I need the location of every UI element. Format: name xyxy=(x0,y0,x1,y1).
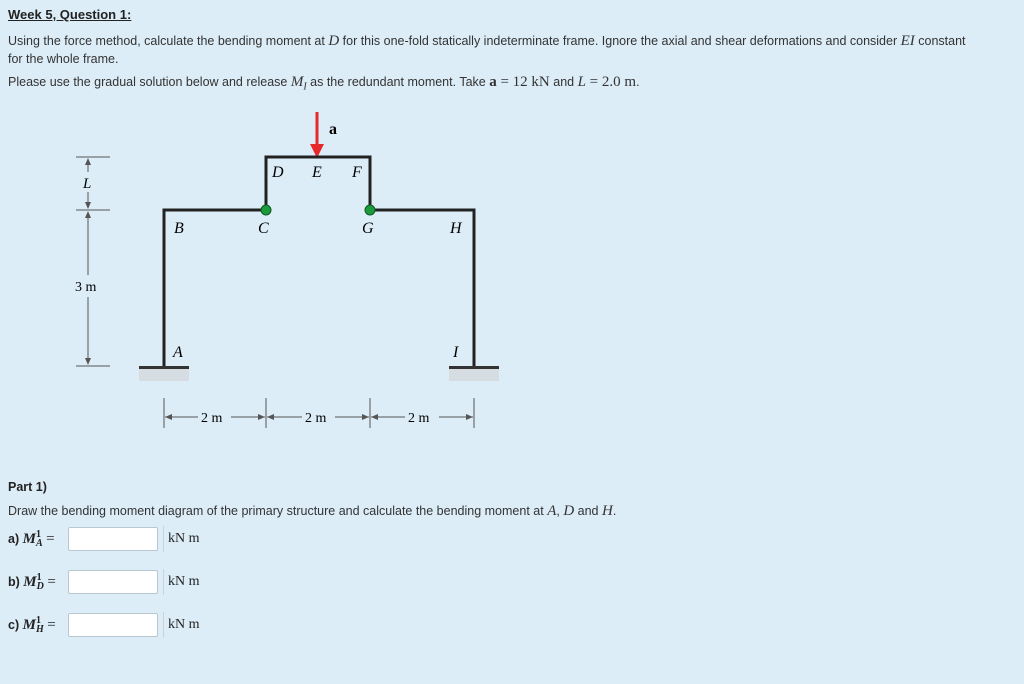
dim-arrow xyxy=(85,358,91,365)
symbol-a-node: A xyxy=(547,503,557,519)
answer-row-b xyxy=(8,569,203,595)
answer-sup: 1 xyxy=(35,529,41,540)
answer-symbol: M xyxy=(22,530,36,547)
answer-label xyxy=(8,616,68,634)
part-1-title: Part 1) xyxy=(8,480,47,494)
dim-arrow xyxy=(371,414,378,420)
answer-sup: 1 xyxy=(35,615,41,626)
dim-label-span-1: 2 m xyxy=(201,411,223,426)
answer-eq: = xyxy=(47,573,56,590)
answer-label xyxy=(8,573,68,591)
symbol-a: a xyxy=(489,74,497,90)
node-label-f: F xyxy=(352,164,362,181)
answer-input-md[interactable] xyxy=(68,570,158,594)
answer-unit: kN m xyxy=(163,526,203,552)
answer-sub: D xyxy=(36,581,44,592)
symbol-l: L xyxy=(577,74,586,90)
answer-input-mh[interactable] xyxy=(68,613,158,637)
hinge-g xyxy=(365,205,375,215)
node-label-d: D xyxy=(272,164,284,181)
node-label-c: C xyxy=(258,220,269,237)
answer-letter: a) xyxy=(8,532,20,546)
symbol-m-sub: I xyxy=(303,81,307,93)
answer-label xyxy=(8,530,68,548)
value-l: = 2.0 m xyxy=(585,74,637,90)
intro-text: constant xyxy=(914,34,966,48)
answer-symbol: M xyxy=(22,616,36,633)
dim-arrow xyxy=(362,414,369,420)
frame-members xyxy=(164,157,474,366)
answer-letter: c) xyxy=(8,618,20,632)
node-label-e: E xyxy=(312,164,322,181)
dim-arrow xyxy=(258,414,265,420)
intro-text: Using the force method, calculate the bending moment at xyxy=(8,34,329,48)
part-1-description xyxy=(8,503,616,520)
answer-input-ma[interactable] xyxy=(68,527,158,551)
intro-text: and xyxy=(549,75,578,89)
load-label: a xyxy=(329,121,337,138)
symbol-d: D xyxy=(328,33,340,49)
question-title: Week 5, Question 1: xyxy=(8,7,132,22)
hinge-c xyxy=(261,205,271,215)
node-label-i: I xyxy=(453,344,459,361)
dim-arrow xyxy=(165,414,172,420)
support-i-base xyxy=(449,369,499,381)
answer-letter: b) xyxy=(8,575,20,589)
node-label-a: A xyxy=(173,344,183,361)
answer-sub: H xyxy=(35,624,44,635)
intro-line-2: for the whole frame. xyxy=(8,52,119,66)
answer-sup: 1 xyxy=(36,572,42,583)
dim-arrow xyxy=(85,211,91,218)
dim-arrow xyxy=(85,202,91,209)
dim-arrow xyxy=(466,414,473,420)
dim-label-span-2: 2 m xyxy=(305,411,327,426)
answer-eq: = xyxy=(46,530,55,547)
support-a-base xyxy=(139,369,189,381)
node-label-b: B xyxy=(174,220,184,237)
support-a xyxy=(139,366,189,369)
answer-symbol: M xyxy=(23,573,37,590)
intro-text: for this one-fold statically indeterminate frame. Ignore the axial and shear deformations and consider xyxy=(339,34,901,48)
dim-label-span-3: 2 m xyxy=(408,411,430,426)
answer-eq: = xyxy=(47,616,56,633)
dim-arrow xyxy=(85,158,91,165)
symbol-d-node: D xyxy=(563,503,575,519)
part-1-text: , xyxy=(556,504,564,518)
answer-unit: kN m xyxy=(163,612,203,638)
intro-text: Please use the gradual solution below and release xyxy=(8,75,291,89)
intro-text: . xyxy=(636,75,640,89)
answer-row-c xyxy=(8,612,203,638)
answer-row-a xyxy=(8,526,203,552)
answer-unit: kN m xyxy=(163,569,203,595)
answer-sub: A xyxy=(35,538,43,549)
support-i xyxy=(449,366,499,369)
intro-text: as the redundant moment. Take xyxy=(306,75,490,89)
node-label-h: H xyxy=(450,220,462,237)
dim-label-height: 3 m xyxy=(75,280,97,295)
symbol-m: M xyxy=(290,74,304,90)
symbol-ei: EI xyxy=(900,33,915,49)
part-1-text: and xyxy=(574,504,602,518)
part-1-text: Draw the bending moment diagram of the primary structure and calculate the bending moment at xyxy=(8,504,548,518)
symbol-h-node: H xyxy=(601,503,613,519)
dim-arrow xyxy=(267,414,274,420)
node-label-g: G xyxy=(362,220,374,237)
value-a: = 12 kN xyxy=(496,74,550,90)
part-1-text: . xyxy=(612,504,617,518)
dim-label-l: L xyxy=(83,176,92,192)
